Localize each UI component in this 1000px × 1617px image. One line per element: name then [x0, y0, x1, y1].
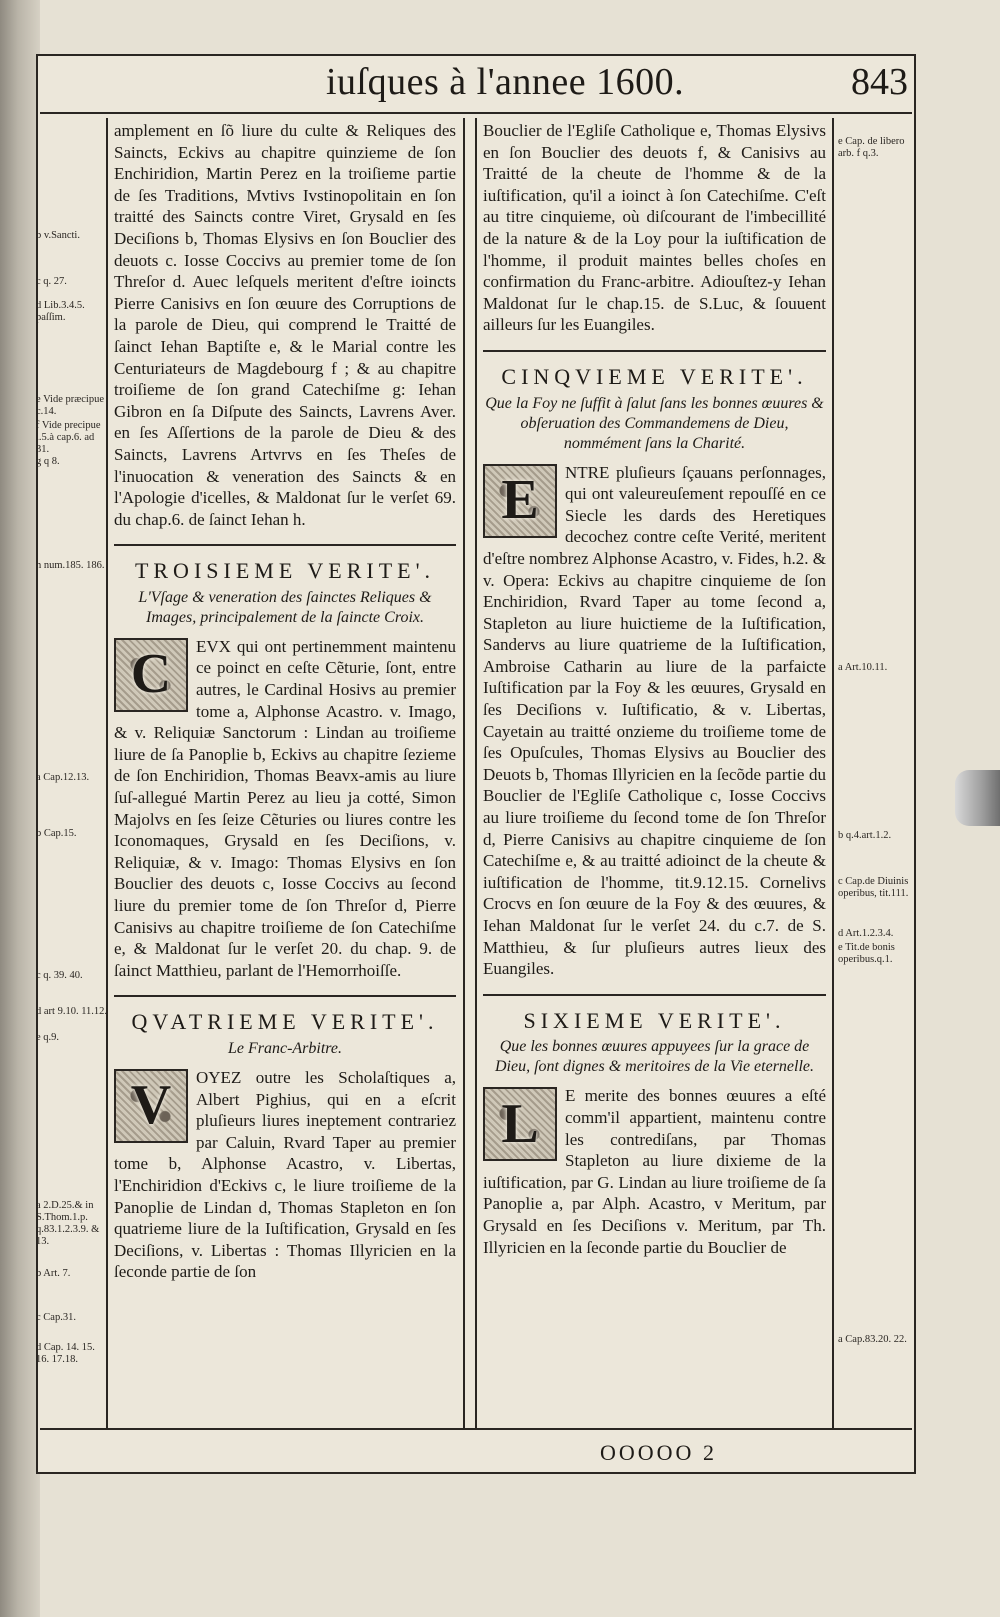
- margin-note: a Cap.83.20. 22.: [838, 1334, 907, 1345]
- paragraph: EVX qui ont pertinemment maintenu ce poinct en ceſte Cẽturie, ſont, entre autres, le Cardinal Hosivs au premier tome a, Alphonse Acastro. v. Imago, & v. Reliquiæ Sanctorum : Lindan au troiſieme liure de ſa Panoplie b, Eckivs au chapitre ſezieme de ſon Enchiridion, Thomas Beavx-amis au liure ſuſ-allegué Martin Perez au lieu ja cotté, Simon Majolvs en ſes ſeize Cẽturies ou liures contre les Iconomaques, Grysald en ſes Deciſions, v. Reliquiæ, & v. Imago: Thomas Elysivs en ſon Bouclier des deuots c, Iosse Coccivs au ſecond liure du premier tome de ſon Threſor d, Pierre Canisivs au chapitre troiſieme de ſon Catechiſme e, & Maldonat ſur le verſet 20. du chap. 9. de ſainct Matthieu, parlant de l'Hemorrhoiſſe.: [114, 636, 456, 980]
- section-title: TROISIEME VERITE'.: [134, 558, 436, 584]
- center-rule-left: [463, 118, 465, 1428]
- margin-note: d art 9.10. 11.12.: [36, 1006, 108, 1017]
- margin-note: d Art.1.2.3.4.: [838, 928, 894, 939]
- paragraph: NTRE pluſieurs ſçauans perſonnages, qui ont valeureuſement repouſſé en ce Siecle les dards des Heretiques decochez contre ceſte Verité, meritent d'eſtre nombrez Alphonse Acastro, v. Fides, h.2. & v. Opera: Eckivs au chapitre cinquieme de ſon Enchiridion, Rvard Taper au tome ſecond a, Stapleton au liure huictieme de la Iuſtification, Sandervs au liure quatrieme de la Iuſtification, Ambroise Catharin au liure de la parfaicte Iuſtification par la Foy & les œuures, Grysald en ſes Deciſions v. Iuſtificatio, & v. Libertas, Cayetain au traitté onzieme du troiſieme tome de ſes Opuſcules, Thomas Elysivs au Bouclier des Deuots b, Thomas Illyricien en la ſecõde partie du Bouclier de l'Egliſe Catholique c, Iosse Coccivs au liure troiſieme du ſecond tome de ſon Threſor d, Pierre Canisivs au chapitre cinquieme de ſon Catechiſme e, & au traitté adioinct de la cheute & iuſtification de l'homme, tit.9.12.15. Cornelivs Crocvs en ſon œuure de la Foy & des œuures, & Iehan Maldonat ſur le verſet 24. du c.7. de S. Matthieu, & ſur pluſieurs autres lieux des Euangiles.: [483, 462, 826, 979]
- paragraph: Bouclier de l'Egliſe Catholique e, Thomas Elysivs en ſon Bouclier des deuots f, & Canisivs au Traitté de la cheute de l'homme & de la iuſtification, qu'il a ioinct à ſon Catechiſme. C'eſt au titre cinquieme, où diſcourant de l'imbecillité de la nature & de la Loy pour la iuſtification de l'homme, il produit maintes belles choſes en confirmation du Franc-arbitre. Adiouſtez-y Iehan Maldonat ſur le chap.15. de S.Luc, & ſouuent ailleurs ſur les Euangiles.: [483, 121, 826, 335]
- margin-note: h num.185. 186.: [36, 560, 105, 571]
- margin-note: c Cap.31.: [36, 1312, 76, 1323]
- section-divider: [114, 544, 456, 546]
- margin-note: f Vide precipue l.5.à cap.6. ad 31.: [36, 420, 101, 455]
- paragraph: E merite des bonnes œuures a eſté comm'il appartient, maintenu contre les contrediſans, par Thomas Stapleton au liure dixieme de la iuſtification, par G. Lindan au liure troiſieme de ſa Panoplie a, par Alph. Acastro, v Meritum, par Grysald en ſes Deciſions v. Meritum, par Th. Illyricien en la ſeconde partie du Bouclier de: [483, 1086, 826, 1257]
- paragraph: OYEZ outre les Scholaſtiques a, Albert Pighius, qui en a eſcrit pluſieurs liures ineptement contrariez par Caluin, Rvard Taper au premier tome b, Alphonse Acastro, v. Libertas, l'Enchiridion d'Eckivs c, le liure troiſieme de la Panoplie de Lindan d, Thomas Stapleton en ſon quatrieme liure de la Iuſtification, Grysald en ſes Deciſions, v. Libertas : Thomas Illyricien en la ſeconde partie de ſon: [114, 1067, 456, 1282]
- running-title: iuſques à l'annee 1600.: [326, 61, 685, 103]
- margin-note: e q.9.: [36, 1032, 60, 1043]
- section-subtitle: Le Franc-Arbitre.: [227, 1039, 343, 1057]
- margin-note: a Art.10.11.: [838, 662, 888, 673]
- margin-note: d Cap. 14. 15. 16. 17.18.: [36, 1342, 95, 1365]
- right-column: [483, 120, 826, 1258]
- margin-note: c q. 27.: [36, 276, 67, 287]
- margin-note: e Vide præcipue c.14.: [36, 394, 104, 417]
- paragraph: amplement en ſõ liure du culte & Reliques des Saincts, Eckivs au chapitre quinzieme de ſon Enchiridion, Martin Perez en la troiſieme partie de ſes Traditions, Mvtivs Ivstinopolitain en ſon traitté des Saincts contre Viret, Grysald en ſes Deciſions b, Thomas Elysivs en ſon Bouclier des deuots c. Iosse Coccivs au premier tome de ſon Threſor d. Auec leſquels meritent d'eſtre ioincts Pierre Canisivs en ſon œuure des Corruptions de la parole de Dieu, qui comprend le Traitté de ſainct Iehan Baptiſte e, & le Marial contre les Centuriateurs de Magdebourg f ; & au chapitre troiſieme de ſon grand Catechiſme g: Iehan Gibron en ſa Diſpute des Saincts, Lavrens Aver. en ſes Aſſertions de la parole de Dieu & des Saincts, Lavrens Artvrvs en ſes Theſes de l'inuocation & veneration des Saincts & en l'Apologie d'icelles, & Maldonat ſur le verſet 69. du chap.6. de ſainct Iehan h.: [114, 121, 456, 529]
- section-divider: [483, 350, 826, 352]
- section-title: SIXIEME VERITE'.: [523, 1007, 786, 1033]
- ornamental-initial: E: [483, 464, 557, 538]
- margin-note: e Tit.de bonis operibus.q.1.: [838, 942, 895, 965]
- margin-note: g q 8.: [36, 456, 60, 467]
- ornamental-initial: V: [114, 1069, 188, 1143]
- section-subtitle: Que la Foy ne ſuffit à ſalut ſans les bonnes œuures & obſeruation des Commandemens de Dieu, nommément ſans la Charité.: [485, 394, 824, 452]
- margin-note: b v.Sancti.: [36, 230, 80, 241]
- margin-note: c Cap.de Diuinis operibus, tit.111.: [838, 876, 909, 899]
- margin-note: e Cap. de libero arb. f q.3.: [838, 136, 905, 159]
- book-spine: [0, 0, 40, 1617]
- header-rule: [40, 112, 912, 114]
- section-divider: [114, 995, 456, 997]
- running-header: [36, 60, 916, 112]
- ornamental-initial: L: [483, 1087, 557, 1161]
- center-rule-right: [475, 118, 477, 1428]
- margin-note: d Lib.3.4.5. paſſim.: [36, 300, 85, 323]
- margin-note: b Art. 7.: [36, 1268, 71, 1279]
- section-title: QVATRIEME VERITE'.: [131, 1009, 439, 1035]
- ornamental-initial: C: [114, 638, 188, 712]
- margin-note: b Cap.15.: [36, 828, 77, 839]
- footer-rule: [40, 1428, 912, 1430]
- section-subtitle: Que les bonnes œuures appuyees ſur la grace de Dieu, ſont dignes & meritoires de la Vie eternelle.: [494, 1038, 815, 1076]
- section-divider: [483, 994, 826, 996]
- margin-note: b q.4.art.1.2.: [838, 830, 892, 841]
- signature-mark: OOOOO 2: [600, 1440, 717, 1465]
- page-clip: [955, 770, 1000, 826]
- margin-note: a Cap.12.13.: [36, 772, 90, 783]
- section-title: CINQVIEME VERITE'.: [501, 363, 808, 389]
- page-number: 843: [851, 61, 908, 103]
- margin-note: c q. 39. 40.: [36, 970, 83, 981]
- left-column: [114, 120, 456, 1283]
- section-subtitle: L'Vſage & veneration des ſainctes Reliques & Images, principalement de la ſaincte Croix.: [138, 588, 432, 626]
- right-margin-rule: [832, 118, 834, 1428]
- margin-note: a 2.D.25.& in S.Thom.1.p. q.83.1.2.3.9. & 13.: [36, 1200, 100, 1247]
